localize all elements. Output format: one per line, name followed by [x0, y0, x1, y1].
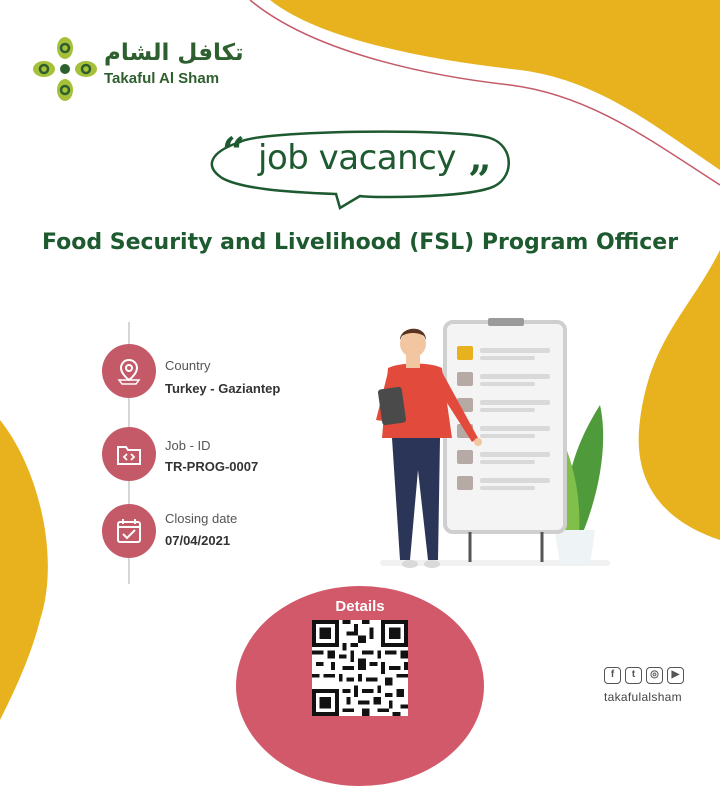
job-vacancy-heading: job vacancy: [258, 138, 456, 178]
bottom-left-yellow-shape: [0, 420, 48, 720]
facebook-icon[interactable]: f: [604, 667, 621, 684]
instagram-icon[interactable]: ◎: [646, 667, 663, 684]
svg-text:“: “: [222, 129, 246, 176]
job-id-badge: [102, 427, 156, 481]
takaful-logo-icon: [30, 34, 100, 104]
twitter-icon[interactable]: t: [625, 667, 642, 684]
qr-code[interactable]: [312, 620, 408, 716]
closing-date-label: Closing date: [165, 511, 238, 526]
closing-date-badge: [102, 504, 156, 558]
person-checklist-illustration: [360, 310, 620, 580]
social-handle: takafulalsham: [604, 690, 682, 704]
youtube-icon[interactable]: ▶: [667, 667, 684, 684]
country-label: Country: [165, 358, 211, 373]
location-pin-icon: [114, 356, 144, 386]
folder-code-icon: [114, 439, 144, 469]
brand-name-english: Takaful Al Sham: [104, 70, 220, 87]
calendar-icon: [114, 516, 144, 546]
country-badge: [102, 344, 156, 398]
job-id-value: TR-PROG-0007: [165, 459, 259, 474]
brand-name-arabic: تكافل الشام: [104, 40, 244, 66]
country-value: Turkey - Gaziantep: [165, 381, 281, 396]
svg-text:”: ”: [468, 157, 492, 204]
right-yellow-shape: [639, 250, 720, 540]
closing-date-value: 07/04/2021: [165, 533, 231, 548]
job-title: Food Security and Livelihood (FSL) Program Officer: [41, 230, 679, 255]
details-label: Details: [335, 598, 385, 615]
social-links: [604, 667, 684, 684]
job-id-label: Job - ID: [165, 438, 211, 453]
